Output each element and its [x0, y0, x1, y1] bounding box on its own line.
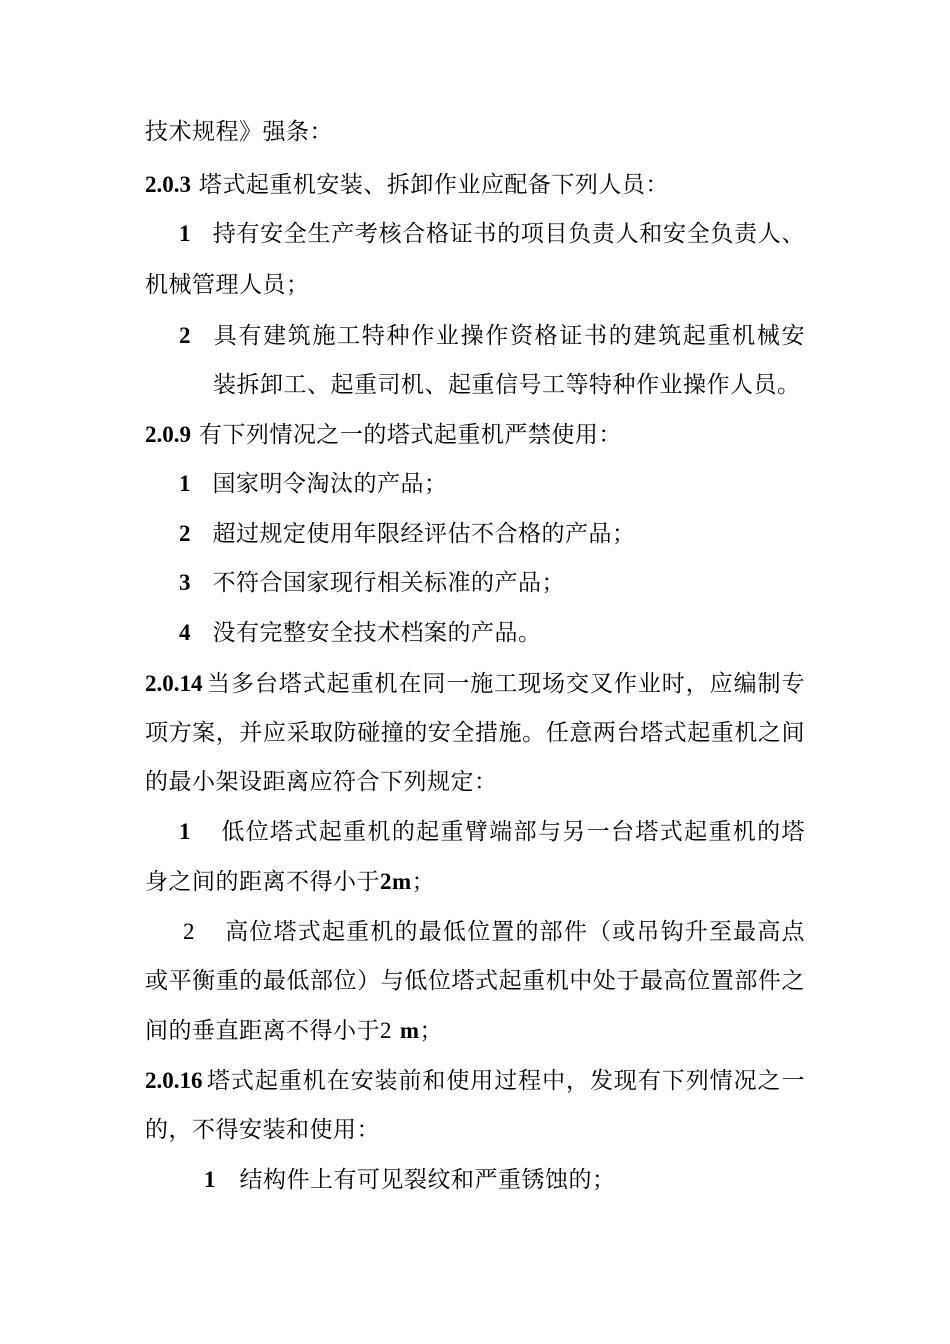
clause-2-0-3: 2.0.3 塔式起重机安装、拆卸作业应配备下列人员：: [145, 172, 669, 198]
text-line: 装拆卸工、起重司机、起重信号工等特种作业操作人员。: [213, 372, 801, 398]
item-number: 4: [179, 620, 191, 645]
list-item: 1 结构件上有可见裂纹和严重锈蚀的；: [204, 1167, 616, 1193]
text-line: 的最小架设距离应符合下列规定：: [145, 769, 498, 795]
clause-2-0-14: 2.0.14 当多台塔式起重机在同一施工现场交叉作业时，应编制专: [145, 671, 805, 697]
list-item: 1 持有安全生产考核合格证书的项目负责人和安全负责人、: [179, 221, 805, 247]
item-number: 1: [179, 221, 191, 246]
clause-number: 2.0.14: [145, 671, 203, 696]
text-line: 或平衡重的最低部位）与低位塔式起重机中处于最高位置部件之: [145, 968, 805, 994]
clause-number: 2.0.3: [145, 172, 191, 197]
list-item: 4 没有完整安全技术档案的产品。: [179, 620, 542, 646]
item-number: 1: [179, 819, 191, 844]
item-number: 2: [183, 919, 195, 944]
distance-value: 2m: [380, 869, 412, 894]
list-item: 2 超过规定使用年限经评估不合格的产品；: [179, 521, 636, 547]
text-line: 间的垂直距离不得小于2 m；: [145, 1018, 443, 1044]
text-line: 技术规程》强条：: [145, 119, 333, 145]
list-item: 3 不符合国家现行相关标准的产品；: [179, 570, 565, 596]
item-number: 1: [204, 1167, 216, 1192]
item-number: 3: [179, 570, 191, 595]
clause-number: 2.0.9: [145, 422, 191, 447]
item-number: 1: [179, 471, 191, 496]
list-item: 2 高位塔式起重机的最低位置的部件（或吊钩升至最高点: [183, 919, 805, 945]
distance-value: 2: [380, 1018, 392, 1043]
text-line: 的，不得安装和使用：: [145, 1117, 380, 1143]
list-item: 1 低位塔式起重机的起重臂端部与另一台塔式起重机的塔: [179, 819, 805, 845]
text-line: 身之间的距离不得小于2m；: [145, 869, 436, 895]
text-line: 项方案，并应采取防碰撞的安全措施。任意两台塔式起重机之间: [145, 720, 805, 746]
distance-unit: m: [399, 1018, 420, 1043]
text-line: 机械管理人员；: [145, 272, 310, 298]
clause-2-0-9: 2.0.9 有下列情况之一的塔式起重机严禁使用：: [145, 422, 622, 448]
list-item: 1 国家明令淘汰的产品；: [179, 471, 448, 497]
item-number: 2: [179, 323, 191, 348]
clause-number: 2.0.16: [145, 1068, 203, 1093]
clause-2-0-16: 2.0.16 塔式起重机在安装前和使用过程中，发现有下列情况之一: [145, 1068, 805, 1094]
item-number: 2: [179, 521, 191, 546]
list-item: 2 具有建筑施工特种作业操作资格证书的建筑起重机械安: [179, 323, 805, 349]
